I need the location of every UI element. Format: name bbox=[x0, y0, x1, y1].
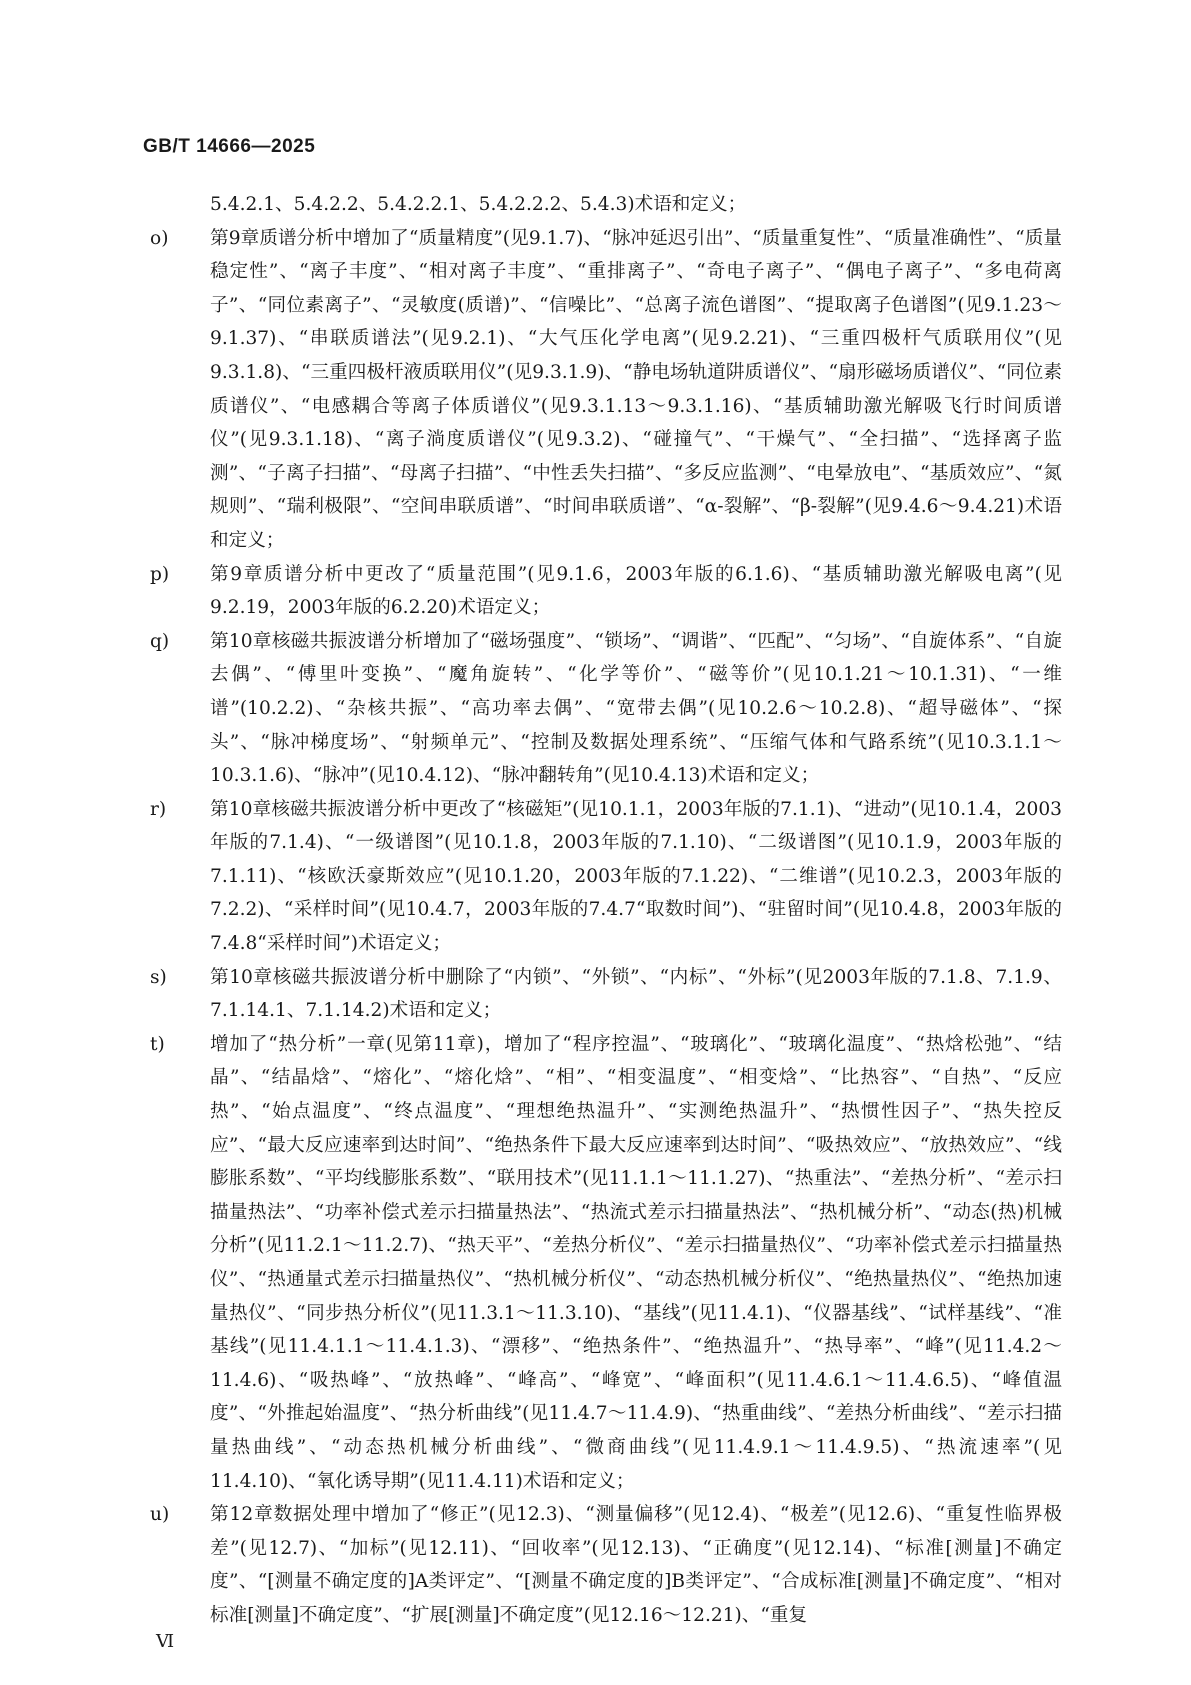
list-item-u bbox=[150, 1498, 1062, 1632]
list-item-q bbox=[150, 625, 1062, 793]
list-item-text: 增加了“热分析”一章(见第11章)，增加了“程序控温”、“玻璃化”、“玻璃化温度”、“热焓松弛”、“结晶”、“结晶焓”、“熔化”、“熔化焓”、“相”、“相变温度”、“相变焓”、“比热容”、“自热”、“反应热”、“始点温度”、“终点温度”、“理想绝热温升”、“实测绝热温升”、“热惯性因子”、“热失控反应”、“最大反应速率到达时间”、“绝热条件下最大反应速率到达时间”、“吸热效应”、“放热效应”、“线膨胀系数”、“平均线膨胀系数”、“联用技术”(见11.1.1～11.1.27)、“热重法”、“差热分析”、“差示扫描量热法”、“功率补偿式差示扫描量热法”、“热流式差示扫描量热法”、“热机械分析”、“动态(热)机械分析”(见11.2.1～11.2.7)、“热天平”、“差热分析仪”、“差示扫描量热仪”、“功率补偿式差示扫描量热仪”、“热通量式差示扫描量热仪”、“热机械分析仪”、“动态热机械分析仪”、“绝热量热仪”、“绝热加速量热仪”、“同步热分析仪”(见11.3.1～11.3.10)、“基线”(见11.4.1)、“仪器基线”、“试样基线”、“准基线”(见11.4.1.1～11.4.1.3)、“漂移”、“绝热条件”、“绝热温升”、“热导率”、“峰”(见11.4.2～11.4.6)、“吸热峰”、“放热峰”、“峰高”、“峰宽”、“峰面积”(见11.4.6.1～11.4.6.5)、“峰值温度”、“外推起始温度”、“热分析曲线”(见11.4.7～11.4.9)、“热重曲线”、“差热分析曲线”、“差示扫描量热曲线”、“动态热机械分析曲线”、“微商曲线”(见11.4.9.1～11.4.9.5)、“热流速率”(见11.4.10)、“氧化诱导期”(见11.4.11)术语和定义； bbox=[210, 1033, 1062, 1492]
list-marker: r) bbox=[150, 798, 167, 820]
list-item-r bbox=[150, 793, 1062, 961]
list-item-text: 第10章核磁共振波谱分析增加了“磁场强度”、“锁场”、“调谐”、“匹配”、“匀场”、“自旋体系”、“自旋去偶”、“傅里叶变换”、“魔角旋转”、“化学等价”、“磁等价”(见10.1.21～10.1.31)、“一维谱”(10.2.2)、“杂核共振”、“高功率去偶”、“宽带去偶”(见10.2.6～10.2.8)、“超导磁体”、“探头”、“脉冲梯度场”、“射频单元”、“控制及数据处理系统”、“压缩气体和气路系统”(见10.3.1.1～10.3.1.6)、“脉冲”(见10.4.12)、“脉冲翻转角”(见10.4.13)术语和定义； bbox=[210, 630, 1062, 787]
list-item-text: 第9章质谱分析中增加了“质量精度”(见9.1.7)、“脉冲延迟引出”、“质量重复性”、“质量准确性”、“质量稳定性”、“离子丰度”、“相对离子丰度”、“重排离子”、“奇电子离子”、“偶电子离子”、“多电荷离子”、“同位素离子”、“灵敏度(质谱)”、“信噪比”、“总离子流色谱图”、“提取离子色谱图”(见9.1.23～9.1.37)、“串联质谱法”(见9.2.1)、“大气压化学电离”(见9.2.21)、“三重四极杆气质联用仪”(见9.3.1.8)、“三重四极杆液质联用仪”(见9.3.1.9)、“静电场轨道阱质谱仪”、“扇形磁场质谱仪”、“同位素质谱仪”、“电感耦合等离子体质谱仪”(见9.3.1.13～9.3.1.16)、“基质辅助激光解吸飞行时间质谱仪”(见9.3.1.18)、“离子淌度质谱仪”(见9.3.2)、“碰撞气”、“干燥气”、“全扫描”、“选择离子监测”、“子离子扫描”、“母离子扫描”、“中性丢失扫描”、“多反应监测”、“电晕放电”、“基质效应”、“氮规则”、“瑞利极限”、“空间串联质谱”、“时间串联质谱”、“α-裂解”、“β-裂解”(见9.4.6～9.4.21)术语和定义； bbox=[210, 227, 1062, 551]
list-item-o bbox=[150, 222, 1062, 558]
list-marker: u) bbox=[150, 1504, 170, 1526]
standard-code-header: GB/T 14666—2025 bbox=[143, 136, 316, 157]
list-marker: s) bbox=[150, 966, 167, 988]
list-item-text: 第9章质谱分析中更改了“质量范围”(见9.1.6，2003年版的6.1.6)、“基质辅助激光解吸电离”(见9.2.19，2003年版的6.2.20)术语定义； bbox=[210, 563, 1062, 619]
list-marker: t) bbox=[150, 1033, 165, 1055]
list-item-s bbox=[150, 961, 1062, 1028]
list-item-text: 第10章核磁共振波谱分析中更改了“核磁矩”(见10.1.1，2003年版的7.1.1)、“进动”(见10.1.4，2003年版的7.1.4)、“一级谱图”(见10.1.8，2003年版的7.1.10)、“二级谱图”(见10.1.9，2003年版的7.1.11)、“核欧沃豪斯效应”(见10.1.20，2003年版的7.1.22)、“二维谱”(见10.2.3，2003年版的7.2.2)、“采样时间”(见10.4.7，2003年版的7.4.7“取数时间”)、“驻留时间”(见10.4.8，2003年版的7.4.8“采样时间”)术语定义； bbox=[210, 798, 1062, 955]
list-marker: o) bbox=[150, 227, 169, 249]
continuation-paragraph: 5.4.2.1、5.4.2.2、5.4.2.2.1、5.4.2.2.2、5.4.3)术语和定义； bbox=[210, 194, 747, 215]
list-marker: p) bbox=[150, 563, 170, 585]
list-item-text: 第12章数据处理中增加了“修正”(见12.3)、“测量偏移”(见12.4)、“极差”(见12.6)、“重复性临界极差”(见12.7)、“加标”(见12.11)、“回收率”(见12.13)、“正确度”(见12.14)、“标准[测量]不确定度”、“[测量不确定度的]A类评定”、“[测量不确定度的]B类评定”、“合成标准[测量]不确定度”、“相对标准[测量]不确定度”、“扩展[测量]不确定度”(见12.16～12.21)、“重复 bbox=[210, 1504, 1062, 1626]
list-item-p bbox=[150, 558, 1062, 625]
list-item-text: 第10章核磁共振波谱分析中删除了“内锁”、“外锁”、“内标”、“外标”(见2003年版的7.1.8、7.1.9、7.1.14.1、7.1.14.2)术语和定义； bbox=[210, 966, 1062, 1022]
list-marker: q) bbox=[150, 630, 170, 652]
page-number: Ⅵ bbox=[156, 1631, 175, 1652]
list-item-t bbox=[150, 1028, 1062, 1498]
document-body bbox=[150, 188, 1062, 1633]
